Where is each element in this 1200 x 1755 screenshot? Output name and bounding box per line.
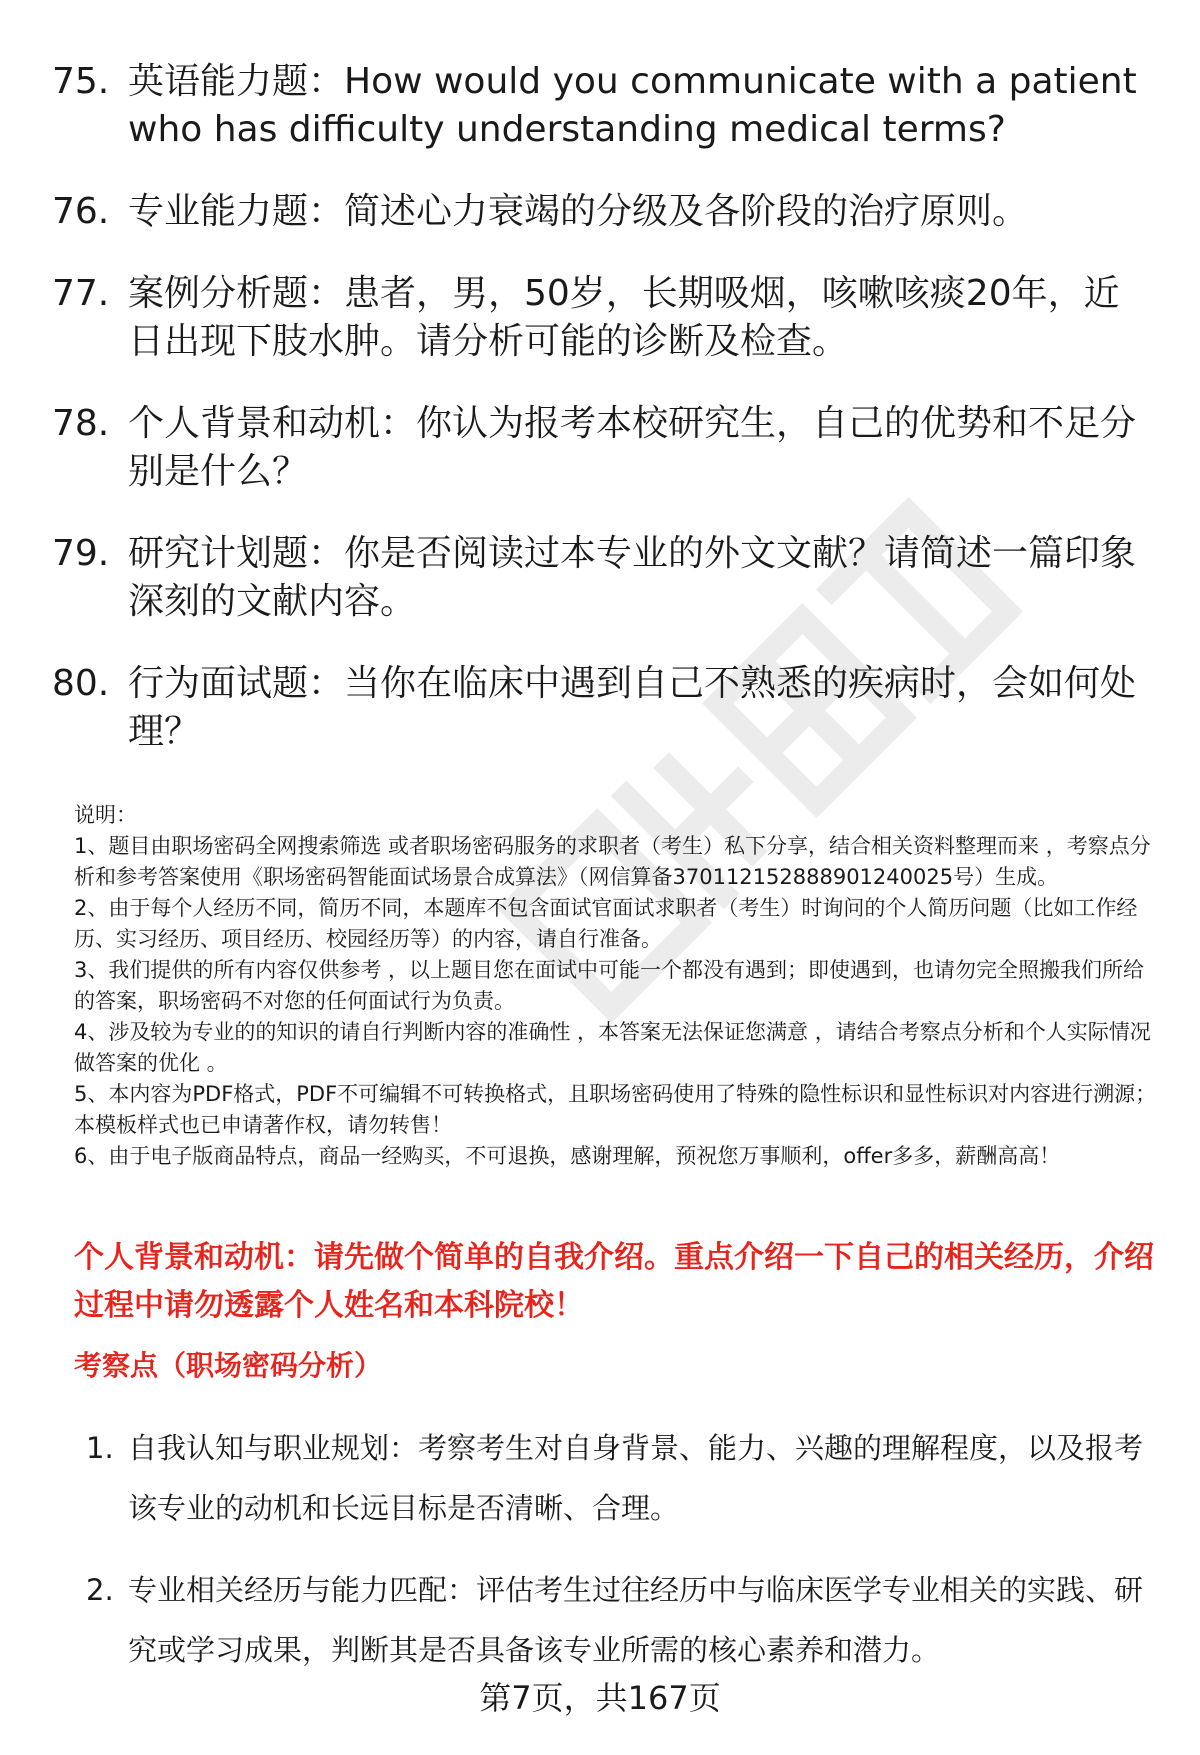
question-text: 案例分析题：患者，男，50岁，长期吸烟，咳嗽咳痰20年，近日出现下肢水肿。请分析可能的诊断及检查。 (128, 273, 1120, 362)
note-item: 3、我们提供的所有内容仅供参考 ，以上题目您在面试中可能一个都没有遇到；即使遇到，也请勿完全照搬我们所给的答案，职场密码不对您的任何面试行为负责。 (74, 958, 1145, 1013)
point-number: 1. (86, 1431, 114, 1465)
notes-section (74, 800, 1160, 1172)
highlight-question: 个人背景和动机：请先做个简单的自我介绍。重点介绍一下自己的相关经历，介绍过程中请勿透露个人姓名和本科院校！ (74, 1240, 1154, 1323)
question-number: 77. (52, 273, 110, 314)
question-number: 78. (52, 403, 110, 444)
question-text: 个人背景和动机：你认为报考本校研究生，自己的优势和不足分别是什么？ (128, 403, 1137, 492)
question-text: 专业能力题：简述心力衰竭的分级及各阶段的治疗原则。 (128, 191, 1029, 232)
question-item (52, 530, 1152, 626)
question-number: 80. (52, 663, 110, 704)
notes-title: 说明： (74, 803, 137, 827)
point-number: 2. (86, 1573, 114, 1607)
question-text: 行为面试题：当你在临床中遇到自己不熟悉的疾病时，会如何处理？ (128, 663, 1137, 752)
question-item (52, 58, 1152, 154)
analysis-heading: 考察点（职场密码分析） (74, 1349, 383, 1382)
note-item: 2、由于每个人经历不同，简历不同，本题库不包含面试官面试求职者（考生）时询问的个人简历问题（比如工作经历、实习经历、项目经历、校园经历等）的内容，请自行准备。 (74, 896, 1138, 951)
question-number: 75. (52, 61, 110, 102)
page-footer: 第7页，共167页 (479, 1679, 721, 1717)
question-text: 研究计划题：你是否阅读过本专业的外文文献？请简述一篇印象深刻的文献内容。 (128, 533, 1137, 622)
question-number: 79. (52, 533, 110, 574)
analysis-point (86, 1560, 1166, 1680)
note-item: 5、本内容为PDF格式，PDF不可编辑不可转换格式，且职场密码使用了特殊的隐性标识和显性标识对内容进行溯源；本模板样式也已申请著作权，请勿转售！ (74, 1082, 1157, 1137)
question-number: 76. (52, 191, 110, 232)
question-item (52, 660, 1152, 756)
question-item (52, 188, 1152, 236)
note-item: 4、涉及较为专业的的知识的请自行判断内容的准确性 ，本答案无法保证您满意 ，请结合考察点分析和个人实际情况做答案的优化 。 (74, 1020, 1151, 1075)
question-list (52, 58, 1152, 790)
analysis-points (86, 1418, 1166, 1702)
question-item (52, 270, 1152, 366)
question-item (52, 400, 1152, 496)
note-item: 6、由于电子版商品特点，商品一经购买，不可退换，感谢理解，预祝您万事顺利，offer多多，薪酬高高！ (74, 1144, 1061, 1168)
analysis-point (86, 1418, 1166, 1538)
point-text: 自我认知与职业规划：考察考生对自身背景、能力、兴趣的理解程度，以及报考该专业的动机和长远目标是否清晰、合理。 (128, 1431, 1144, 1525)
note-item: 1、题目由职场密码全网搜索筛选 或者职场密码服务的求职者（考生）私下分享，结合相关资料整理而来 ，考察点分析和参考答案使用《职场密码智能面试场景合成算法》（网信算备370112152888901240025号）生成。 (74, 834, 1151, 889)
point-text: 专业相关经历与能力匹配：评估考生过往经历中与临床医学专业相关的实践、研究或学习成果，判断其是否具备该专业所需的核心素养和潜力。 (128, 1573, 1144, 1667)
question-text: 英语能力题：How would you communicate with a patient who has difficulty understanding medical terms? (128, 61, 1137, 150)
